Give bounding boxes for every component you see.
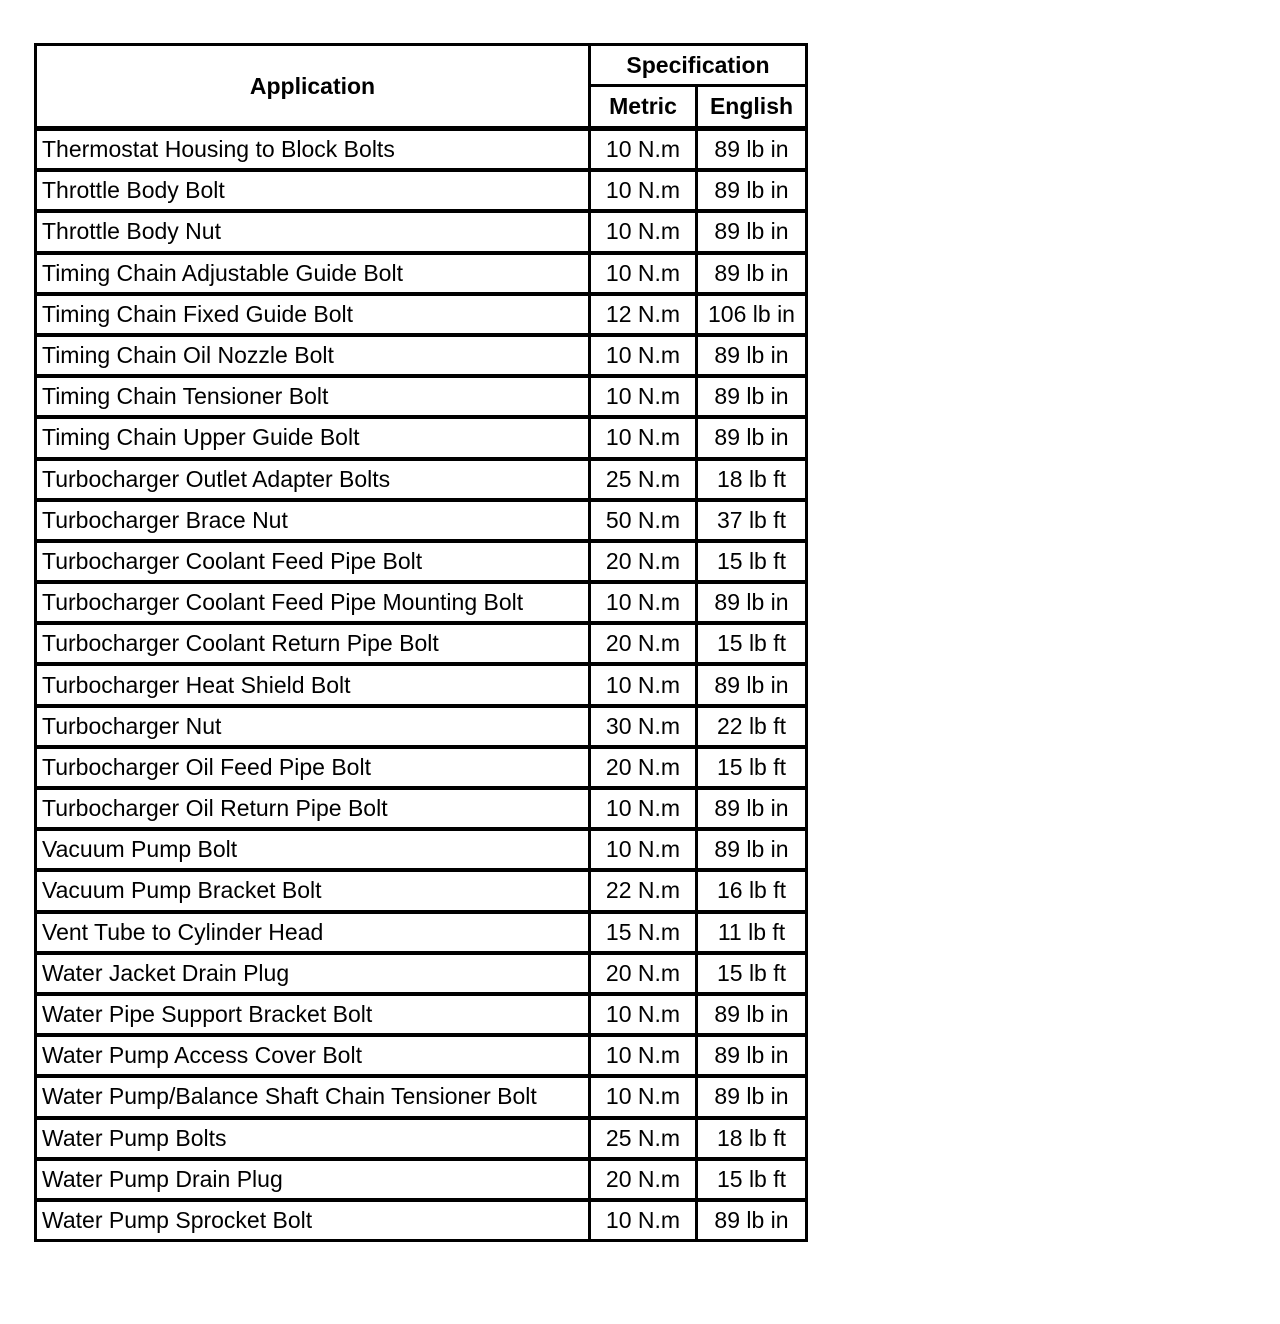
metric-cell: 20 N.m (590, 953, 697, 994)
metric-cell: 10 N.m (590, 211, 697, 252)
application-cell: Water Pump Sprocket Bolt (36, 1200, 590, 1241)
metric-cell: 20 N.m (590, 747, 697, 788)
application-cell: Turbocharger Heat Shield Bolt (36, 664, 590, 705)
english-cell: 89 lb in (697, 994, 807, 1035)
metric-cell: 30 N.m (590, 706, 697, 747)
table-row (36, 870, 807, 911)
application-cell: Water Jacket Drain Plug (36, 953, 590, 994)
metric-cell: 20 N.m (590, 541, 697, 582)
metric-cell: 15 N.m (590, 912, 697, 953)
english-cell: 15 lb ft (697, 953, 807, 994)
metric-cell: 10 N.m (590, 829, 697, 870)
table-row (36, 582, 807, 623)
english-header: English (697, 86, 807, 129)
application-cell: Timing Chain Tensioner Bolt (36, 376, 590, 417)
table-row (36, 788, 807, 829)
metric-cell: 10 N.m (590, 1200, 697, 1241)
english-cell: 89 lb in (697, 1076, 807, 1117)
table-row (36, 1200, 807, 1241)
table-row (36, 294, 807, 335)
application-header: Application (36, 45, 590, 129)
english-cell: 89 lb in (697, 335, 807, 376)
english-cell: 89 lb in (697, 170, 807, 211)
metric-cell: 10 N.m (590, 994, 697, 1035)
application-cell: Turbocharger Nut (36, 706, 590, 747)
english-cell: 18 lb ft (697, 1118, 807, 1159)
application-cell: Turbocharger Coolant Feed Pipe Mounting Bolt (36, 582, 590, 623)
application-cell: Turbocharger Coolant Feed Pipe Bolt (36, 541, 590, 582)
english-cell: 37 lb ft (697, 500, 807, 541)
metric-cell: 10 N.m (590, 335, 697, 376)
application-cell: Throttle Body Bolt (36, 170, 590, 211)
application-cell: Turbocharger Coolant Return Pipe Bolt (36, 623, 590, 664)
table-row (36, 253, 807, 294)
application-cell: Timing Chain Oil Nozzle Bolt (36, 335, 590, 376)
table-header (36, 45, 807, 129)
specification-header: Specification (590, 45, 807, 86)
metric-cell: 10 N.m (590, 253, 697, 294)
table-row (36, 459, 807, 500)
table-row (36, 170, 807, 211)
english-cell: 15 lb ft (697, 623, 807, 664)
english-cell: 89 lb in (697, 829, 807, 870)
application-cell: Timing Chain Upper Guide Bolt (36, 417, 590, 458)
english-cell: 89 lb in (697, 664, 807, 705)
english-cell: 89 lb in (697, 253, 807, 294)
metric-cell: 50 N.m (590, 500, 697, 541)
table-row (36, 829, 807, 870)
english-cell: 89 lb in (697, 211, 807, 252)
metric-cell: 10 N.m (590, 664, 697, 705)
english-cell: 89 lb in (697, 788, 807, 829)
application-cell: Vacuum Pump Bracket Bolt (36, 870, 590, 911)
application-cell: Turbocharger Brace Nut (36, 500, 590, 541)
table-row (36, 953, 807, 994)
table-body (36, 129, 807, 1241)
application-cell: Timing Chain Fixed Guide Bolt (36, 294, 590, 335)
english-cell: 15 lb ft (697, 541, 807, 582)
metric-cell: 10 N.m (590, 129, 697, 171)
metric-header: Metric (590, 86, 697, 129)
metric-cell: 12 N.m (590, 294, 697, 335)
english-cell: 89 lb in (697, 582, 807, 623)
metric-cell: 10 N.m (590, 788, 697, 829)
metric-cell: 10 N.m (590, 376, 697, 417)
application-cell: Water Pump Access Cover Bolt (36, 1035, 590, 1076)
application-cell: Water Pump/Balance Shaft Chain Tensioner Bolt (36, 1076, 590, 1117)
application-cell: Thermostat Housing to Block Bolts (36, 129, 590, 171)
english-cell: 18 lb ft (697, 459, 807, 500)
table-row (36, 994, 807, 1035)
english-cell: 15 lb ft (697, 1159, 807, 1200)
table-row (36, 912, 807, 953)
english-cell: 89 lb in (697, 1200, 807, 1241)
metric-cell: 25 N.m (590, 459, 697, 500)
english-cell: 15 lb ft (697, 747, 807, 788)
table-row (36, 541, 807, 582)
metric-cell: 25 N.m (590, 1118, 697, 1159)
metric-cell: 10 N.m (590, 417, 697, 458)
metric-cell: 22 N.m (590, 870, 697, 911)
application-cell: Water Pump Drain Plug (36, 1159, 590, 1200)
table-row (36, 1118, 807, 1159)
metric-cell: 10 N.m (590, 582, 697, 623)
english-cell: 11 lb ft (697, 912, 807, 953)
table-row (36, 1076, 807, 1117)
application-cell: Throttle Body Nut (36, 211, 590, 252)
table-row (36, 417, 807, 458)
application-cell: Water Pipe Support Bracket Bolt (36, 994, 590, 1035)
application-cell: Timing Chain Adjustable Guide Bolt (36, 253, 590, 294)
application-cell: Vent Tube to Cylinder Head (36, 912, 590, 953)
application-cell: Turbocharger Outlet Adapter Bolts (36, 459, 590, 500)
metric-cell: 20 N.m (590, 1159, 697, 1200)
metric-cell: 10 N.m (590, 1076, 697, 1117)
metric-cell: 20 N.m (590, 623, 697, 664)
table-row (36, 335, 807, 376)
table-row (36, 664, 807, 705)
table-row (36, 623, 807, 664)
application-cell: Turbocharger Oil Return Pipe Bolt (36, 788, 590, 829)
english-cell: 89 lb in (697, 129, 807, 171)
application-cell: Turbocharger Oil Feed Pipe Bolt (36, 747, 590, 788)
english-cell: 89 lb in (697, 376, 807, 417)
table-row (36, 1159, 807, 1200)
english-cell: 89 lb in (697, 1035, 807, 1076)
table-row (36, 376, 807, 417)
application-cell: Vacuum Pump Bolt (36, 829, 590, 870)
metric-cell: 10 N.m (590, 1035, 697, 1076)
table-row (36, 1035, 807, 1076)
english-cell: 22 lb ft (697, 706, 807, 747)
english-cell: 89 lb in (697, 417, 807, 458)
table-row (36, 500, 807, 541)
table-row (36, 129, 807, 171)
table-row (36, 747, 807, 788)
application-cell: Water Pump Bolts (36, 1118, 590, 1159)
torque-spec-table (34, 43, 808, 1242)
english-cell: 106 lb in (697, 294, 807, 335)
english-cell: 16 lb ft (697, 870, 807, 911)
table-row (36, 706, 807, 747)
metric-cell: 10 N.m (590, 170, 697, 211)
table-row (36, 211, 807, 252)
